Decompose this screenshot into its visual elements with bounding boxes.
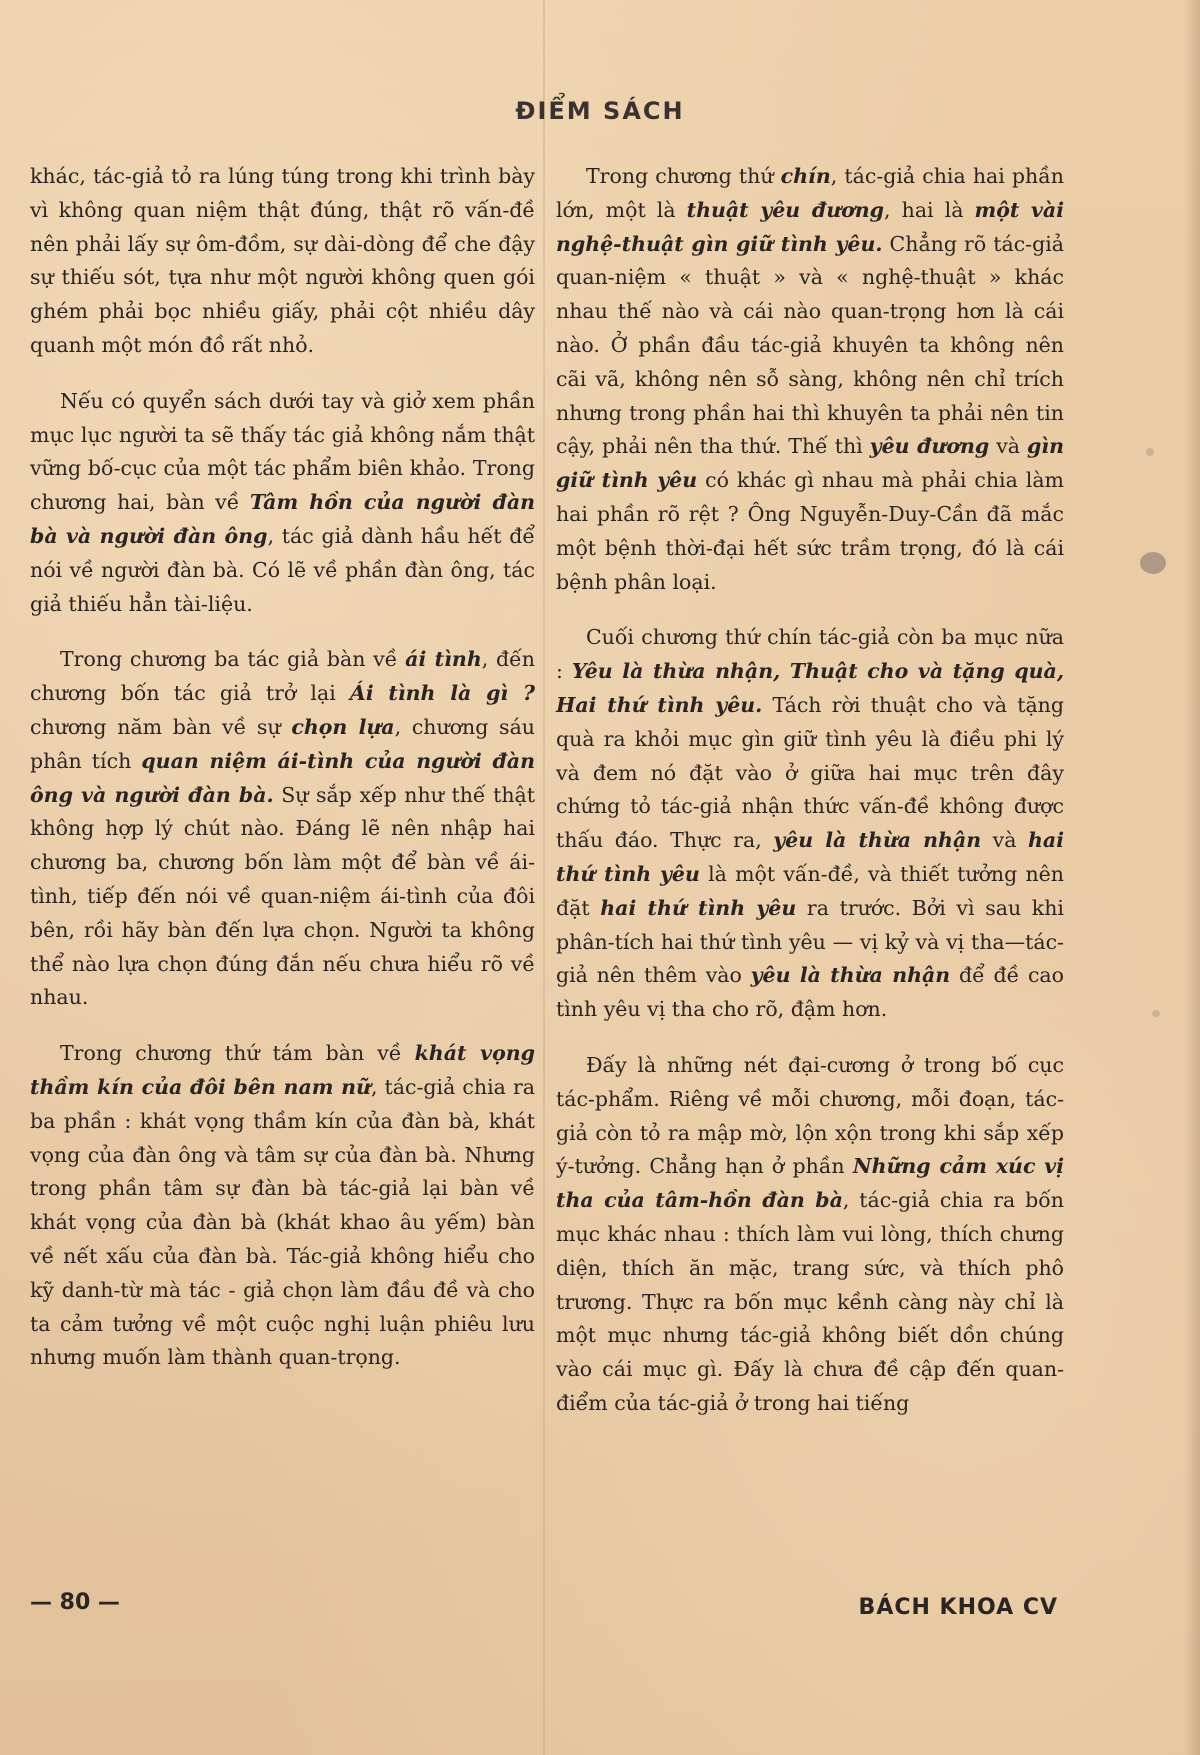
text-run: , tác-giả chia hai phần lớn, một là bbox=[556, 164, 1064, 222]
text-run: , hai là bbox=[884, 197, 975, 222]
section-header: ĐIỂM SÁCH bbox=[515, 97, 685, 125]
text-run: , chương sáu phân tích bbox=[30, 714, 536, 773]
paragraph: khác, tác-giả tỏ ra lúng túng trong khi trình bày vì không quan niệm thật đúng, thật rõ vấn-đề nên phải lấy sự ôm-đồm, sự dài-dòng để che đậy sự thiếu sót, tựa như một người không quen gói ghém phải bọc nhiều giấy, phải cột nhiều dây quanh một món đồ rất nhỏ. bbox=[30, 164, 535, 357]
italic-title: quan niệm ái-tình của người đàn ông và người đàn bà. bbox=[30, 748, 535, 807]
text-run: , đến chương bốn tác giả trở lại bbox=[30, 647, 535, 706]
paragraph bbox=[30, 1037, 535, 1375]
italic-title: Những cảm xúc vị tha của tâm-hồn đàn bà bbox=[556, 1154, 1064, 1213]
text-run: , tác giả dành hầu hết để nói về người đàn bà. Có lẽ về phần đàn ông, tác giả thiếu hẳn tài-liệu. bbox=[30, 523, 535, 616]
page-number: — 80 — bbox=[30, 1590, 120, 1615]
paragraph bbox=[556, 160, 1064, 599]
italic-title: hai thứ tình yêu bbox=[556, 828, 1064, 886]
italic-title: một vài nghệ-thuật gìn giữ tình yêu. bbox=[556, 197, 1064, 256]
text-run: ra trước. Bởi vì sau khi phân-tích hai thứ tình yêu — vị kỷ và vị tha—tác-giả nên thêm vào bbox=[556, 895, 1064, 988]
paragraph bbox=[30, 385, 535, 622]
italic-title: gìn giữ tình yêu bbox=[556, 434, 1064, 493]
text-run: và bbox=[981, 828, 1029, 853]
text-run: là một vấn-đề, và thiết tưởng nên đặt bbox=[556, 861, 1064, 920]
ink-spot bbox=[1140, 552, 1166, 574]
text-run: , tác-giả chia ra ba phần : khát vọng thầm kín của đàn bà, khát vọng của đàn ông và tâm sự của đàn bà. Nhưng trong phần tâm sự đàn bà tác-giả lại bàn về khát vọng của đàn bà (khát khao âu yếm) bàn về nết xấu của đàn bà. Tác-giả không hiểu cho kỹ danh-từ mà tác - giả chọn làm đầu đề và cho ta cảm tưởng về một cuộc nghị luận phiêu lưu nhưng muốn làm thành quan-trọng. bbox=[30, 1074, 535, 1370]
text-run: Trong chương thứ bbox=[586, 164, 781, 188]
italic-title: hai thứ tình yêu bbox=[600, 895, 797, 920]
text-run: và bbox=[989, 434, 1027, 459]
magazine-name: BÁCH KHOA CV bbox=[858, 1595, 1058, 1620]
paragraph bbox=[30, 643, 535, 1015]
text-run: có khác gì nhau mà phải chia làm hai phần rõ rệt ? Ông Nguyễn-Duy-Cần đã mắc một bệnh thời-đại hết sức trầm trọng, đó là cái bệnh phân loại. bbox=[556, 468, 1064, 594]
ink-spot bbox=[1146, 448, 1154, 456]
italic-title: yêu là thừa nhận bbox=[773, 828, 982, 853]
right-column bbox=[556, 160, 1064, 1443]
text-run: để đề cao tình yêu vị tha cho rõ, đậm hơn. bbox=[556, 963, 1064, 1022]
text-run: Trong chương ba tác giả bàn về bbox=[60, 647, 406, 672]
page-fold-line bbox=[543, 0, 545, 1755]
text-run: Đấy là những nét đại-cương ở trong bố cục tác-phẩm. Riêng về mỗi chương, mỗi đoạn, tác-giả còn tỏ ra mập mờ, lộn xộn trong khi sắp xếp ý-tưởng. Chẳng hạn ở phần bbox=[556, 1052, 1064, 1179]
text-run: Tách rời thuật cho và tặng quà ra khỏi mục gìn giữ tình yêu là điều phi lý và đem nó đặt vào ở giữa hai mục trên đây chứng tỏ tác-giả nhận thức vấn-đề không được thấu đáo. Thực ra, bbox=[556, 692, 1064, 853]
text-run: Chẳng rõ tác-giả quan-niệm « thuật » và « nghệ-thuật » khác nhau thế nào và cái nào quan-trọng hơn là cái nào. Ở phần đầu tác-giả khuyên ta không nên cãi vã, không nên sỗ sàng, không nên chỉ trích nhưng trong phần hai thì khuyên ta phải nên tin cậy, phải nên tha thứ. Thế thì bbox=[556, 231, 1064, 459]
paragraph bbox=[556, 1049, 1064, 1421]
text-run: Sự sắp xếp như thế thật không hợp lý chút nào. Đáng lẽ nên nhập hai chương ba, chương bốn làm một để bàn về ái-tình, tiếp đến nói về quan-niệm ái-tình của đôi bên, rồi hãy bàn đến lựa chọn. Người ta không thể nào lựa chọn đúng đắn nếu chưa hiểu rõ về nhau. bbox=[30, 782, 535, 1010]
italic-title: khát vọng thầm kín của đôi bên nam nữ bbox=[30, 1041, 535, 1099]
page-edge-shadow bbox=[1184, 0, 1200, 1755]
italic-title: Yêu là thừa nhận, Thuật cho và tặng quà, Hai thứ tình yêu. bbox=[556, 659, 1064, 717]
paragraph bbox=[556, 621, 1064, 1027]
text-run: Nếu có quyển sách dưới tay và giở xem phần mục lục người ta sẽ thấy tác giả không nắm thật vững bố-cục của một tác phẩm biên khảo. Trong chương hai, bàn về bbox=[30, 388, 535, 515]
ink-spot bbox=[1152, 1010, 1160, 1017]
italic-title: Ái tình là gì ? bbox=[349, 681, 535, 706]
italic-title: thuật yêu đương bbox=[686, 197, 885, 222]
italic-title: yêu là thừa nhận bbox=[750, 963, 951, 988]
italic-title: Tâm hồn của người đàn bà và người đàn ông bbox=[30, 490, 536, 548]
text-run: chương năm bàn về sự bbox=[30, 714, 292, 739]
left-column bbox=[30, 160, 535, 1397]
italic-title: chọn lựa bbox=[291, 714, 395, 739]
italic-title: chín bbox=[780, 164, 831, 188]
italic-title: ái tình bbox=[405, 647, 482, 672]
italic-title: yêu đương bbox=[869, 434, 990, 459]
text-run: Cuối chương thứ chín tác-giả còn ba mục nữa : bbox=[556, 625, 1064, 684]
text-run: , tác-giả chia ra bốn mục khác nhau : thích làm vui lòng, thích chưng diện, thích ăn mặc, trang sức, và thích phô trương. Thực ra bốn mục kềnh càng này chỉ là một mục nhưng tác-giả không biết dồn chúng vào cái mục gì. Đấy là chưa đề cập đến quan-điểm của tác-giả ở trong hai tiếng bbox=[556, 1188, 1064, 1415]
text-run: Trong chương thứ tám bàn về bbox=[60, 1041, 415, 1066]
